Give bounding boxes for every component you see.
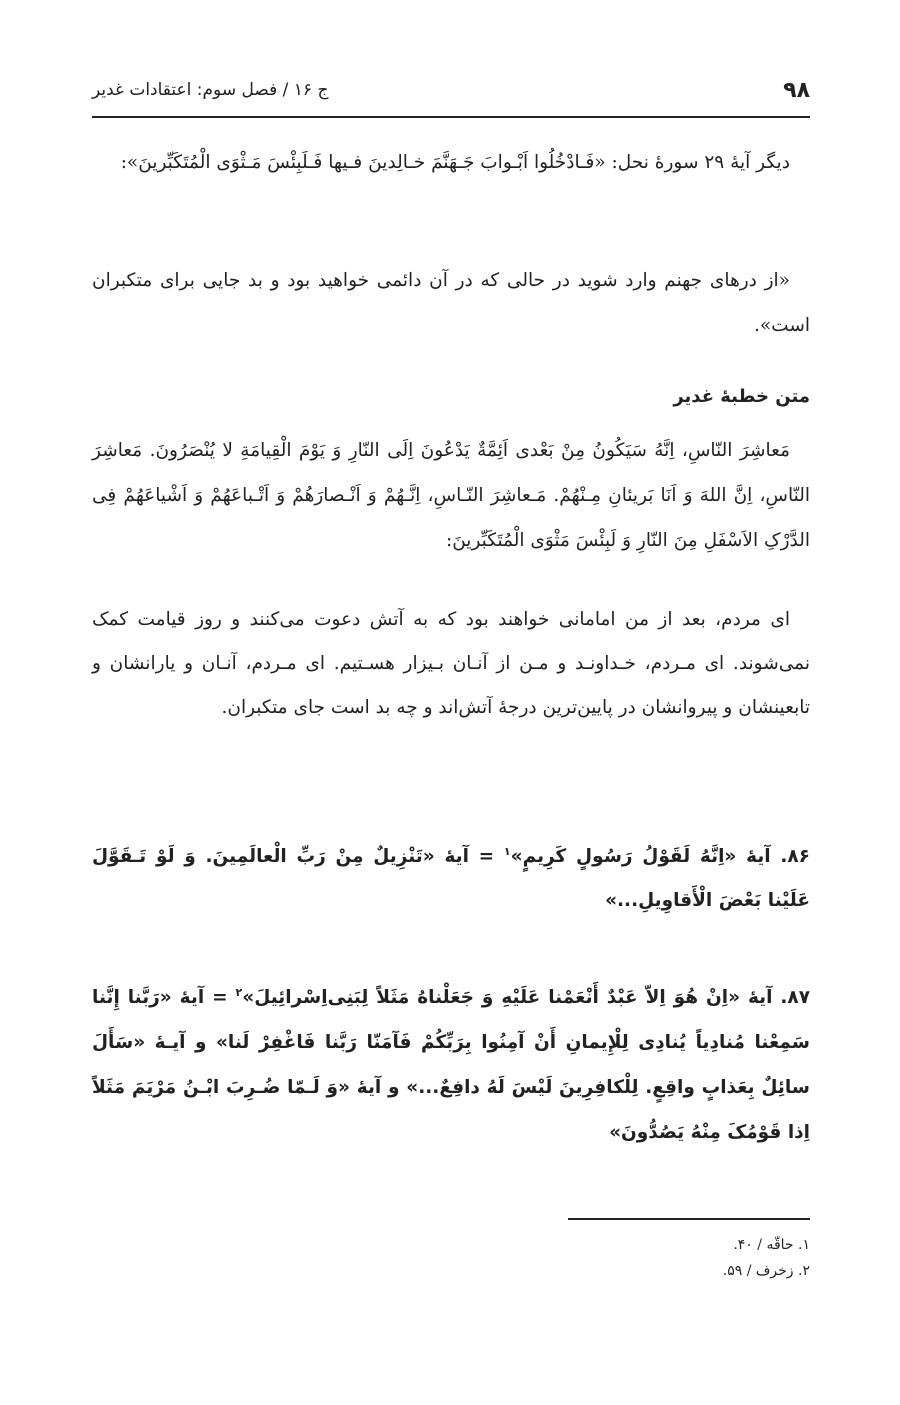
item-87-text-cont: = آیهٔ «رَبَّنا إِنَّنا سَمِعْنا مُنادِیاً یُنادِی لِلْإِیمانِ أَنْ آمِنُوا بِرَبِّکُمْ فَآمَنّا رَبَّنا فَاغْفِرْ لَنا» و آیـهٔ «سَأَلَ سائِلٌ بِعَذابٍ واقِعٍ. لِلْکافِرِینَ لَیْسَ لَهُ دافِعٌ...» و آیهٔ «وَ لَـمّا ضُـرِبَ ابْـنُ مَرْیَمَ مَثَلاً اِذا قَوْمُکَ مِنْهُ یَصُدُّونَ» (92, 987, 810, 1144)
section-title: متن خطبهٔ غدیر (673, 386, 810, 407)
item-86-text: ۸۶. آیهٔ «اِنَّهُ لَقَوْلُ رَسُولٍ کَرِیمٍ» (510, 846, 810, 868)
page-header (92, 72, 810, 108)
header-rule (92, 116, 810, 118)
footnote-ref-2: ۲ (235, 986, 243, 999)
running-head: ج ۱۶ / فصل سوم: اعتقادات غدیر (92, 80, 329, 100)
page-number: ۹۸ (783, 77, 810, 103)
footnote-rule (568, 1218, 810, 1220)
paragraph-sermon-translation: ای مردم، بعد از من امامانی خواهند بود که به آتش دعوت می‌کنند و روز قیامت کمک نمی‌شوند. ای مـردم، خـداونـد و مـن از آنـان بـیزار هسـتیم. ای مـردم، آنـان و یارانشان و تابعینشان و پیروانشان در پایین‌ترین درجهٔ آتش‌اند و چه بد است جای متکبران. (92, 609, 810, 718)
item-87-text: ۸۷. آیهٔ «اِنْ هُوَ اِلاّ عَبْدٌ أَنْعَمْنا عَلَیْهِ وَ جَعَلْناهُ مَثَلاً لِبَنِی‌اِسْرائِیلَ» (242, 987, 810, 1009)
footnotes (92, 1232, 810, 1284)
paragraph-verse-nahl: دیگر آیهٔ ۲۹ سورهٔ نحل: «فَـادْخُلُوا اَبْـوابَ جَـهَنَّمَ خـالِدینَ فـیها فَـلَبِئْسَ مَـثْوَی الْمُتَکَبِّرینَ»: (120, 152, 790, 173)
footnote-1: ۱. حاقّه / ۴۰. (733, 1237, 810, 1253)
item-86-text-cont: = آیهٔ «تَنْزِیلٌ مِنْ رَبِّ الْعالَمِینَ. وَ لَوْ تَـقَوَّلَ عَلَیْنا بَعْضَ الْأَقاوِیلِ...» (92, 846, 810, 912)
footnote-ref-1: ۱ (503, 845, 511, 858)
paragraph-sermon-arabic: مَعاشِرَ النّاسِ، اِنَّهُ سَیَکُونُ مِنْ بَعْدی اَئِمَّةٌ یَدْعُونَ اِلَی النّارِ وَ یَوْمَ الْقِیامَةِ لا یُنْصَرُونَ. مَعاشِرَ النّاسِ، اِنَّ اللهَ وَ اَنَا بَریئانِ مِـنْهُمْ. مَـعاشِرَ النّـاسِ، اِنَّـهُمْ وَ اَنْـصارَهُمْ وَ اَتْـباعَهُمْ وَ اَشْیاعَهُمْ فِی الدَّرْکِ الاَسْفَلِ مِنَ النّارِ وَ لَبِئْسَ مَثْوَی الْمُتَکَبِّرینَ: (92, 440, 810, 551)
footnote-2: ۲. زخرف / ۵۹. (722, 1263, 810, 1279)
item-86 (92, 830, 810, 923)
paragraph-translation-1: «از درهای جهنم وارد شوید در حالی که در آن دائمی خواهید بود و بد جایی برای متکبران است». (92, 270, 810, 336)
item-87 (92, 970, 810, 1155)
